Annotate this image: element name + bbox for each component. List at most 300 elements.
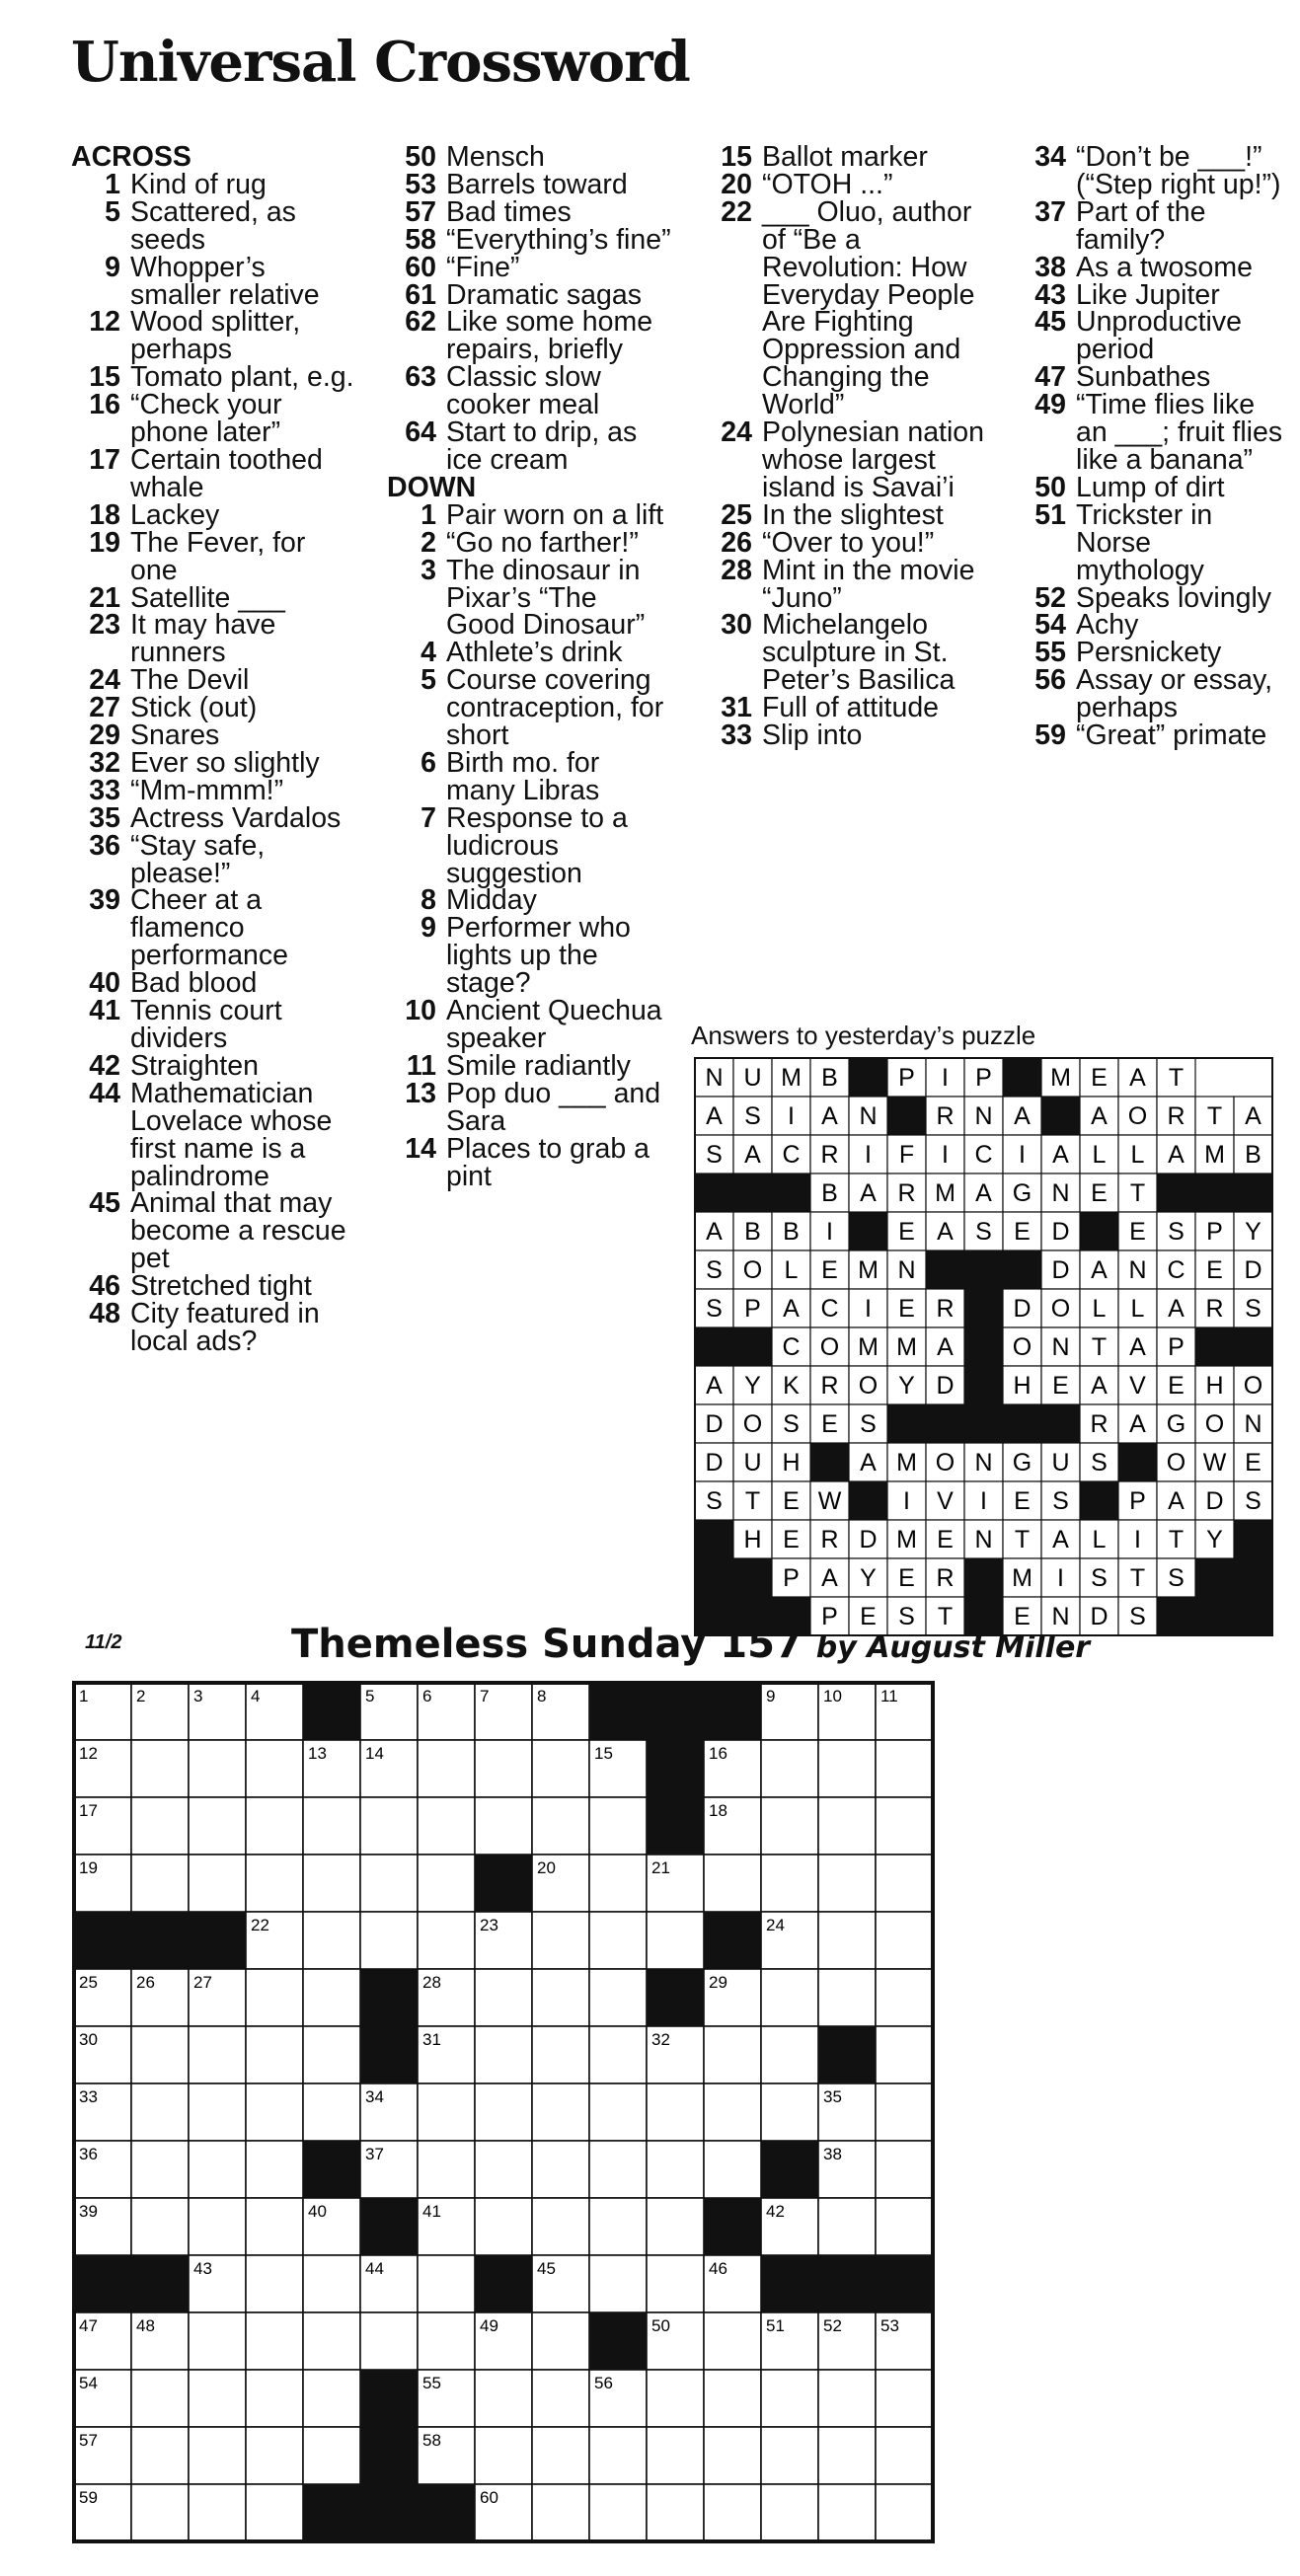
clue-number: 20 — [537, 1858, 556, 1877]
answer-letter: B — [744, 1218, 761, 1246]
clue-text: Trickster in Norse mythology — [1076, 498, 1213, 586]
clue-text: Stretched tight — [130, 1270, 312, 1303]
clue-text: Bad blood — [130, 967, 258, 1000]
clue-number: 62 — [405, 306, 436, 339]
answer-letter: E — [860, 1603, 877, 1630]
clue-number: 48 — [136, 2316, 155, 2335]
answer-letter: O — [1166, 1449, 1186, 1477]
grid-block — [360, 2026, 418, 2084]
grid-cell — [818, 1969, 876, 2026]
across-clue-42 — [71, 1049, 357, 1082]
grid-block — [360, 2427, 418, 2484]
answer-letter: V — [1129, 1372, 1146, 1400]
answer-letter: N — [1051, 1179, 1070, 1207]
answer-letter: L — [1092, 1295, 1107, 1323]
clue-number: 23 — [480, 1916, 498, 1934]
down-clue-4 — [387, 637, 673, 669]
answer-letter: N — [1051, 1333, 1070, 1361]
answer-block — [1195, 1174, 1234, 1212]
answer-letter: I — [826, 1218, 833, 1246]
answer-letter: M — [896, 1526, 917, 1553]
answer-block — [849, 1058, 887, 1097]
across-clue-35 — [71, 801, 357, 834]
page-title: Universal Crossword — [71, 30, 690, 95]
answer-letter: O — [1050, 1295, 1071, 1323]
answer-letter: A — [1129, 1064, 1146, 1092]
clue-number: 47 — [79, 2316, 98, 2335]
answer-letter: H — [782, 1449, 801, 1477]
answer-letter: P — [1129, 1487, 1146, 1515]
grid-cell — [704, 2484, 761, 2541]
grid-block — [360, 1969, 418, 2026]
grid-cell — [761, 2084, 818, 2141]
down-clue-2 — [387, 526, 673, 559]
clue-number: 30 — [79, 2030, 98, 2049]
grid-cell — [532, 1969, 589, 2026]
clue-text: Tennis court dividers — [130, 995, 282, 1054]
answer-letter: A — [1014, 1102, 1031, 1130]
clue-number: 13 — [308, 1744, 327, 1763]
clue-text: It may have runners — [130, 609, 276, 669]
answer-letter: I — [865, 1295, 872, 1323]
grid-cell — [246, 2255, 303, 2312]
grid-cell — [303, 1912, 360, 1969]
answer-block — [849, 1481, 887, 1520]
grid-cell — [475, 2198, 532, 2255]
clue-text: Speaks lovingly — [1076, 581, 1272, 614]
grid-cell — [818, 2427, 876, 2484]
answer-letter: S — [1245, 1295, 1262, 1323]
answer-block — [1080, 1481, 1118, 1520]
grid-cell — [189, 1855, 246, 1912]
grid-cell — [360, 2312, 418, 2370]
grid-cell — [360, 1797, 418, 1855]
answer-letter: M — [1204, 1141, 1225, 1169]
answer-block — [926, 1404, 964, 1443]
down-clue-49 — [1017, 389, 1283, 476]
answer-block — [695, 1174, 733, 1212]
answer-letter: T — [1168, 1064, 1185, 1092]
down-clue-55 — [1017, 637, 1283, 669]
grid-cell — [704, 2427, 761, 2484]
clue-text: Smile radiantly — [446, 1049, 631, 1082]
grid-cell — [818, 1855, 876, 1912]
clue-text: Straighten — [130, 1049, 259, 1082]
answer-letter: C — [1167, 1256, 1185, 1284]
grid-cell — [704, 2312, 761, 2370]
clue-text: Full of attitude — [762, 692, 940, 724]
answer-block — [1195, 1327, 1234, 1366]
clue-number: 31 — [422, 2030, 441, 2049]
grid-block — [303, 2484, 360, 2541]
grid-cell — [189, 2141, 246, 2198]
down-clue-51 — [1017, 498, 1283, 586]
grid-block — [647, 1969, 704, 2026]
answer-letter: E — [783, 1487, 800, 1515]
answer-block — [964, 1404, 1003, 1443]
grid-cell — [189, 1740, 246, 1797]
grid-cell — [475, 2026, 532, 2084]
grid-cell — [418, 1912, 475, 1969]
answer-letter: S — [1052, 1487, 1069, 1515]
clue-text: Course covering contraception, for short — [446, 664, 664, 752]
grid-cell — [876, 2370, 933, 2427]
puzzle-title-text: Themeless Sunday 157 — [291, 1622, 803, 1667]
answer-letter: S — [1091, 1564, 1108, 1592]
grid-cell — [532, 2370, 589, 2427]
clue-number: 41 — [422, 2202, 441, 2221]
grid-cell — [360, 1912, 418, 1969]
grid-cell — [303, 1969, 360, 2026]
grid-block — [704, 1683, 761, 1740]
answer-letter: T — [1091, 1333, 1108, 1361]
answer-letter: Y — [744, 1372, 761, 1400]
answer-letter: R — [1167, 1102, 1185, 1130]
grid-cell — [418, 2312, 475, 2370]
answer-block — [1080, 1212, 1118, 1250]
answer-letter: H — [1013, 1372, 1032, 1400]
clue-number: 17 — [89, 443, 120, 476]
answer-block — [964, 1289, 1003, 1327]
clue-number: 14 — [405, 1132, 436, 1165]
clue-number: 37 — [365, 2145, 384, 2163]
answer-letter: E — [1014, 1218, 1031, 1246]
answer-letter: M — [896, 1449, 917, 1477]
clue-text: Like Jupiter — [1076, 278, 1220, 311]
answer-letter: D — [1013, 1295, 1032, 1323]
answer-letter: A — [744, 1141, 761, 1169]
answer-letter: D — [1090, 1603, 1109, 1630]
answer-letter: R — [1205, 1295, 1224, 1323]
down-clue-5 — [387, 664, 673, 752]
down-clue-10 — [387, 995, 673, 1054]
answer-letter: M — [935, 1179, 956, 1207]
grid-cell — [189, 2198, 246, 2255]
grid-block — [303, 1683, 360, 1740]
clue-number: 18 — [709, 1801, 727, 1820]
down-clue-54 — [1017, 609, 1283, 642]
answer-letter: I — [942, 1064, 949, 1092]
clue-number: 10 — [823, 1687, 842, 1705]
clue-text: Assay or essay, perhaps — [1076, 664, 1273, 724]
answer-letter: S — [744, 1102, 761, 1130]
clue-number: 26 — [136, 1973, 155, 1992]
clue-number: 51 — [766, 2316, 785, 2335]
clue-number: 40 — [89, 967, 120, 1000]
clue-text: Actress Vardalos — [130, 801, 342, 834]
clue-number: 55 — [422, 2374, 441, 2392]
answer-letter: G — [1012, 1449, 1032, 1477]
grid-cell — [589, 2484, 647, 2541]
answer-block — [1118, 1443, 1157, 1481]
grid-cell — [704, 2141, 761, 2198]
clue-number: 1 — [79, 1687, 89, 1705]
answer-block — [1234, 1174, 1272, 1212]
answer-letter: B — [821, 1179, 838, 1207]
answer-letter: V — [937, 1487, 954, 1515]
answer-letter: D — [859, 1526, 878, 1553]
clue-text: Barrels toward — [446, 168, 628, 200]
clue-number: 5 — [421, 664, 436, 697]
answer-letter: O — [819, 1333, 840, 1361]
clue-number: 14 — [365, 1744, 384, 1763]
clue-number: 55 — [1034, 637, 1066, 669]
clue-number: 15 — [594, 1744, 613, 1763]
grid-cell — [475, 1740, 532, 1797]
answer-block — [1234, 1597, 1272, 1635]
clue-text: Places to grab a pint — [446, 1132, 650, 1192]
clue-number: 27 — [193, 1973, 212, 1992]
clue-text: Animal that may become a rescue pet — [130, 1187, 346, 1275]
answer-letter: L — [784, 1256, 799, 1284]
across-clue-27 — [71, 692, 357, 724]
down-clue-24 — [703, 419, 989, 502]
clue-number: 18 — [89, 498, 120, 531]
clue-text: Certain toothed whale — [130, 443, 323, 503]
answer-letter: C — [782, 1141, 801, 1169]
clue-number: 54 — [1034, 609, 1066, 642]
answer-letter: N — [897, 1256, 916, 1284]
clue-number: 1 — [105, 168, 120, 200]
clue-number: 39 — [79, 2202, 98, 2221]
clue-number: 36 — [89, 829, 120, 862]
clue-number: 58 — [422, 2431, 441, 2450]
answer-letter: A — [860, 1449, 877, 1477]
clue-number: 39 — [89, 884, 120, 917]
clue-number: 20 — [721, 168, 752, 200]
across-clue-48 — [71, 1298, 357, 1357]
grid-cell — [704, 2026, 761, 2084]
clue-number: 52 — [823, 2316, 842, 2335]
grid-cell — [303, 2427, 360, 2484]
clue-number: 22 — [251, 1916, 269, 1934]
grid-cell — [532, 1912, 589, 1969]
answer-letter: T — [1206, 1102, 1223, 1130]
clue-number: 2 — [421, 526, 436, 559]
clue-text: The Fever, for one — [130, 526, 306, 586]
grid-block — [360, 2198, 418, 2255]
grid-cell — [589, 1912, 647, 1969]
answer-letter: C — [820, 1295, 839, 1323]
clue-number: 16 — [89, 389, 120, 421]
grid-cell — [876, 2427, 933, 2484]
grid-cell — [818, 2484, 876, 2541]
answer-letter: N — [1128, 1256, 1147, 1284]
grid-block — [704, 1912, 761, 1969]
answer-letter: A — [706, 1102, 723, 1130]
clue-number: 3 — [421, 554, 436, 586]
answer-letter: E — [1014, 1603, 1031, 1630]
answer-letter: A — [783, 1295, 800, 1323]
crossword-grid — [71, 1680, 1277, 2552]
clue-number: 46 — [709, 2259, 727, 2278]
down-clue-7 — [387, 801, 673, 889]
answer-letter: A — [860, 1179, 877, 1207]
grid-cell — [418, 1855, 475, 1912]
down-clue-47 — [1017, 361, 1283, 394]
answer-letter: E — [783, 1526, 800, 1553]
grid-cell — [303, 2026, 360, 2084]
clue-number: 52 — [1034, 581, 1066, 614]
grid-cell — [246, 2141, 303, 2198]
answer-letter: R — [820, 1141, 839, 1169]
clue-number: 44 — [365, 2259, 384, 2278]
down-clue-1 — [387, 498, 673, 531]
grid-cell — [589, 1797, 647, 1855]
across-clue-44 — [71, 1077, 357, 1192]
clue-number: 53 — [405, 168, 436, 200]
grid-cell — [704, 2370, 761, 2427]
clue-text: “Don’t be ___!” (“Step right up!”) — [1076, 141, 1281, 200]
grid-cell — [761, 2484, 818, 2541]
answer-letter: N — [974, 1449, 993, 1477]
across-clue-40 — [71, 967, 357, 1000]
answer-letter: R — [936, 1295, 955, 1323]
answer-letter: U — [743, 1449, 762, 1477]
answer-letter: G — [1166, 1410, 1186, 1438]
grid-block — [818, 2255, 876, 2312]
grid-cell — [131, 1855, 189, 1912]
grid-cell — [818, 2198, 876, 2255]
clue-number: 43 — [1034, 278, 1066, 311]
answer-letter: P — [1206, 1218, 1223, 1246]
grid-cell — [189, 2084, 246, 2141]
clue-text: “Fine” — [446, 251, 520, 283]
grid-cell — [589, 2255, 647, 2312]
clue-number: 7 — [480, 1687, 490, 1705]
clue-text: Performer who lights up the stage? — [446, 912, 631, 1000]
clue-number: 60 — [405, 251, 436, 283]
clue-number: 27 — [89, 692, 120, 724]
answer-letter: E — [1052, 1372, 1069, 1400]
answer-letter: S — [1091, 1449, 1108, 1477]
clue-text: Sunbathes — [1076, 361, 1211, 394]
answer-letter: R — [820, 1372, 839, 1400]
across-clue-58 — [387, 223, 673, 256]
clue-number: 25 — [79, 1973, 98, 1992]
grid-block — [131, 1912, 189, 1969]
grid-cell — [761, 2026, 818, 2084]
answer-letter: E — [821, 1410, 838, 1438]
answer-letter: T — [1129, 1564, 1146, 1592]
clue-number: 54 — [79, 2374, 98, 2392]
grid-cell — [704, 1855, 761, 1912]
answer-block — [1234, 1558, 1272, 1597]
clue-text: Mathematician Lovelace whose first name is a palindrome — [130, 1077, 333, 1192]
answer-letter: S — [706, 1141, 723, 1169]
clue-text: Response to a ludicrous suggestion — [446, 801, 628, 889]
clue-number: 19 — [89, 526, 120, 559]
across-clue-18 — [71, 498, 357, 531]
clue-text: The dinosaur in Pixar’s “The Good Dinosaur” — [446, 554, 646, 642]
across-clue-63 — [387, 361, 673, 421]
clue-number: 12 — [79, 1744, 98, 1763]
down-clue-38 — [1017, 251, 1283, 283]
answer-letter: E — [898, 1218, 915, 1246]
clue-text: “Mm-mmm!” — [130, 774, 284, 806]
clue-number: 37 — [1034, 195, 1066, 228]
across-clue-36 — [71, 829, 357, 889]
clue-number: 29 — [709, 1973, 727, 1992]
grid-cell — [189, 2370, 246, 2427]
down-clue-9 — [387, 912, 673, 1000]
answer-letter: S — [898, 1603, 915, 1630]
answer-letter: A — [937, 1218, 954, 1246]
across-clue-23 — [71, 609, 357, 669]
answer-letter: B — [783, 1218, 800, 1246]
down-clue-8 — [387, 884, 673, 917]
answer-letter: D — [1244, 1256, 1262, 1284]
answer-letter: N — [974, 1526, 993, 1553]
answer-letter: A — [706, 1218, 723, 1246]
clue-number: 34 — [1034, 141, 1066, 173]
clue-number: 40 — [308, 2202, 327, 2221]
grid-cell — [475, 1969, 532, 2026]
across-clue-24 — [71, 664, 357, 697]
grid-cell — [303, 1855, 360, 1912]
clue-text: Whopper’s smaller relative — [130, 251, 320, 311]
answer-block — [887, 1404, 926, 1443]
answer-block — [772, 1174, 810, 1212]
grid-cell — [303, 2312, 360, 2370]
across-clue-5 — [71, 195, 357, 256]
clue-number: 5 — [105, 195, 120, 228]
grid-cell — [876, 1740, 933, 1797]
clue-number: 10 — [405, 995, 436, 1027]
grid-block — [704, 2198, 761, 2255]
across-clue-53 — [387, 168, 673, 200]
clue-number: 51 — [1034, 498, 1066, 531]
down-clue-26 — [703, 526, 989, 559]
grid-cell — [818, 2370, 876, 2427]
grid-cell — [303, 1797, 360, 1855]
grid-cell — [589, 2026, 647, 2084]
clue-number: 4 — [421, 637, 436, 669]
grid-cell — [532, 2484, 589, 2541]
grid-cell — [131, 2141, 189, 2198]
clue-text: ___ Oluo, author of “Be a Revolution: How Everyday People Are Fighting Oppression and Changing the World” — [762, 195, 975, 421]
answer-letter: L — [1092, 1141, 1107, 1169]
grid-cell — [303, 2370, 360, 2427]
answer-letter: A — [1168, 1487, 1185, 1515]
grid-cell — [246, 2427, 303, 2484]
clue-number: 30 — [721, 609, 752, 642]
clue-text: Wood splitter, perhaps — [130, 306, 301, 366]
clue-number: 15 — [721, 141, 752, 173]
answer-block — [1041, 1097, 1080, 1135]
clue-text: Cheer at a flamenco performance — [130, 884, 288, 972]
grid-cell — [246, 2026, 303, 2084]
answer-letter: I — [980, 1487, 987, 1515]
answer-letter: T — [1014, 1526, 1031, 1553]
grid-cell — [475, 1797, 532, 1855]
answer-letter: H — [1205, 1372, 1224, 1400]
clue-number: 17 — [79, 1801, 98, 1820]
answer-letter: P — [744, 1295, 761, 1323]
answer-block — [1041, 1404, 1080, 1443]
grid-block — [761, 2141, 818, 2198]
answer-letter: A — [1052, 1526, 1069, 1553]
answer-letter: N — [705, 1064, 724, 1092]
answer-letter: A — [706, 1372, 723, 1400]
grid-cell — [189, 2427, 246, 2484]
clue-number: 8 — [537, 1687, 547, 1705]
clue-number: 22 — [721, 195, 752, 228]
clue-number: 38 — [1034, 251, 1066, 283]
answer-block — [1003, 1404, 1041, 1443]
grid-cell — [131, 2198, 189, 2255]
answer-letter: I — [903, 1487, 910, 1515]
